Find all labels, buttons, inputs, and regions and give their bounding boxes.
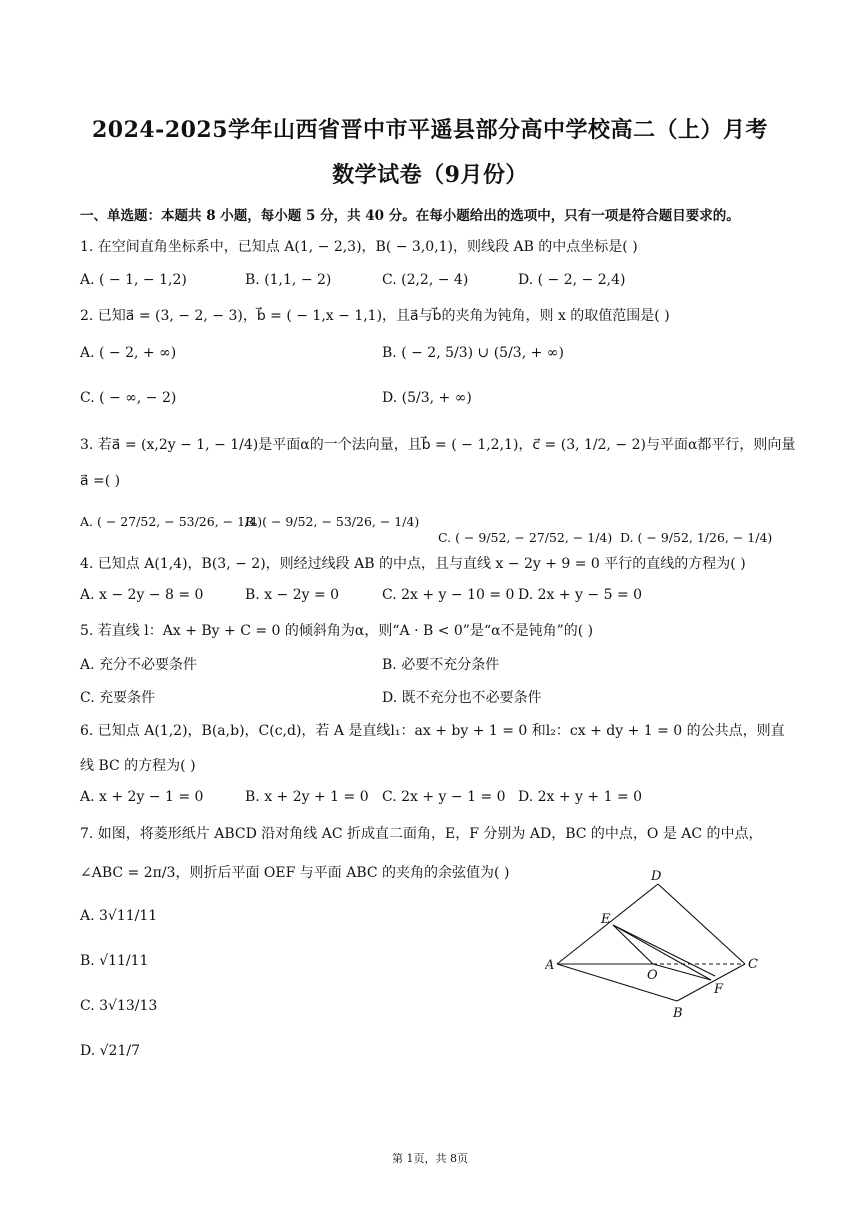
question-6-stem-line1: 6. 已知点 A(1,2)，B(a,b)，C(c,d)，若 A 是直线l₁：ax + by + 1 = 0 和l₂：cx + dy + 1 = 0 的公共点，则直: [80, 723, 785, 739]
question-7-stem-line2: ∠ABC = 2π/3，则折后平面 OEF 与平面 ABC 的夹角的余弦值为( ): [80, 865, 510, 881]
page-footer: 第 1页，共 8页: [392, 1152, 468, 1165]
label-A: A: [545, 958, 555, 973]
question-7-option-c: C. 3√13/13: [80, 998, 158, 1014]
segment-OF: [653, 964, 711, 980]
label-F: F: [714, 982, 724, 997]
question-6-stem-line2: 线 BC 的方程为( ): [80, 758, 196, 774]
exam-title-line2: 数学试卷（9月份）: [332, 162, 528, 188]
label-O: O: [647, 968, 658, 983]
question-7-option-a: A. 3√11/11: [80, 908, 158, 924]
exam-title-line1: 2024-2025学年山西省晋中市平遥县部分高中学校高二（上）月考: [91, 117, 769, 143]
question-6-option-c: C. 2x + y − 1 = 0: [382, 789, 506, 805]
section-heading: 一、单选题：本题共 8 小题，每小题 5 分，共 40 分。在每小题给出的选项中，只有一项是符合题目要求的。: [80, 208, 740, 224]
question-1-option-c: C. (2,2, − 4): [382, 272, 469, 288]
segment-EF-2: [613, 925, 715, 976]
question-5-option-a: A. 充分不必要条件: [80, 657, 198, 673]
question-4-option-c: C. 2x + y − 10 = 0: [382, 587, 515, 603]
question-3-option-d: D. ( − 9/52, 1/26, − 1/4): [620, 530, 773, 545]
question-3-option-c: C. ( − 9/52, − 27/52, − 1/4): [438, 530, 613, 545]
question-2-stem: 2. 已知a⃗ = (3, − 2, − 3)，b⃗ = ( − 1,x − 1,1)，且a⃗与b⃗的夹角为钝角，则 x 的取值范围是( ): [80, 308, 670, 324]
question-7-option-d: D. √21/7: [80, 1043, 140, 1059]
question-1-option-b: B. (1,1, − 2): [245, 272, 332, 288]
question-6-option-d: D. 2x + y + 1 = 0: [518, 789, 643, 805]
question-4-option-a: A. x − 2y − 8 = 0: [80, 587, 204, 603]
label-B: B: [673, 1006, 683, 1021]
question-2-option-c: C. ( − ∞, − 2): [80, 390, 177, 406]
question-3-stem-line2: a⃗ =( ): [80, 473, 121, 489]
question-7-option-b: B. √11/11: [80, 953, 149, 969]
question-1-stem: 1. 在空间直角坐标系中，已知点 A(1, − 2,3)，B( − 3,0,1)，则线段 AB 的中点坐标是( ): [80, 239, 638, 255]
question-4-stem: 4. 已知点 A(1,4)，B(3, − 2)，则经过线段 AB 的中点，且与直线 x − 2y + 9 = 0 平行的直线的方程为( ): [80, 556, 746, 572]
edge-AB: [557, 964, 677, 1001]
question-7-stem-line1: 7. 如图，将菱形纸片 ABCD 沿对角线 AC 折成直二面角，E，F 分别为 AD，BC 的中点，O 是 AC 的中点，: [80, 826, 763, 842]
question-5-stem: 5. 若直线 l：Ax + By + C = 0 的倾斜角为α，则“A · B < 0”是“α不是钝角”的( ): [80, 623, 594, 639]
question-5-option-b: B. 必要不充分条件: [382, 657, 500, 673]
question-2-option-b: B. ( − 2, 5/3) ∪ (5/3, + ∞): [382, 345, 564, 361]
rhombus-fold-figure: [545, 868, 785, 1023]
edge-DC: [658, 884, 745, 964]
question-3-option-a: A. ( − 27/52, − 53/26, − 1/4): [80, 514, 263, 529]
question-4-option-b: B. x − 2y = 0: [245, 587, 340, 603]
segment-EF: [613, 925, 711, 980]
question-3-option-b: B. ( − 9/52, − 53/26, − 1/4): [245, 514, 420, 529]
question-1-option-d: D. ( − 2, − 2,4): [518, 272, 626, 288]
question-2-option-a: A. ( − 2, + ∞): [80, 345, 177, 361]
question-6-option-a: A. x + 2y − 1 = 0: [80, 789, 204, 805]
question-3-stem-line1: 3. 若a⃗ = (x,2y − 1, − 1/4)是平面α的一个法向量，且b⃗ = ( − 1,2,1)，c⃗ = (3, 1/2, − 2)与平面α都平行，则向量: [80, 437, 796, 453]
question-6-option-b: B. x + 2y + 1 = 0: [245, 789, 369, 805]
question-4-option-d: D. 2x + y − 5 = 0: [518, 587, 643, 603]
edge-BC: [677, 964, 745, 1001]
question-5-option-d: D. 既不充分也不必要条件: [382, 690, 542, 706]
label-E: E: [601, 912, 611, 927]
label-D: D: [651, 869, 662, 884]
question-5-option-c: C. 充要条件: [80, 690, 156, 706]
label-C: C: [748, 957, 758, 972]
question-1-option-a: A. ( − 1, − 1,2): [80, 272, 187, 288]
question-2-option-d: D. (5/3, + ∞): [382, 390, 472, 406]
